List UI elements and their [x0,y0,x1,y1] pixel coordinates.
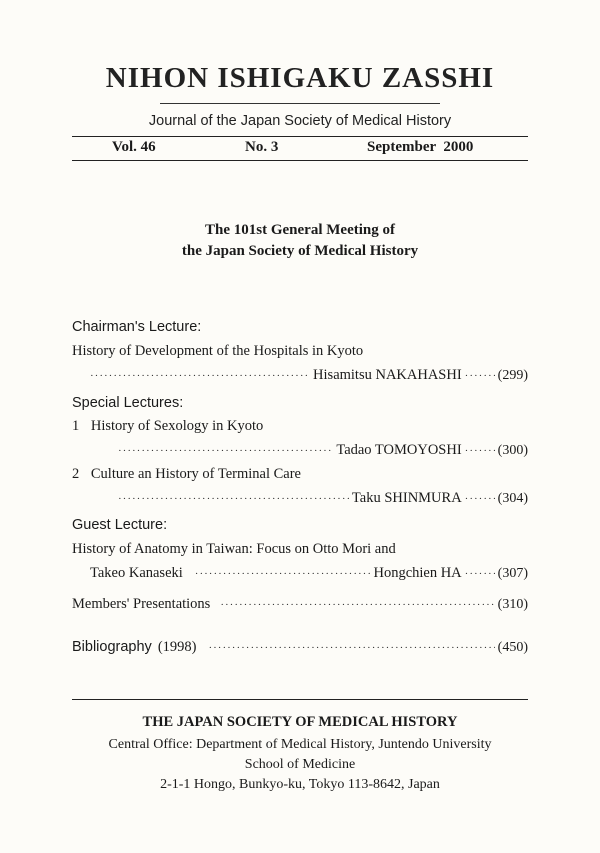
leader-dots [195,568,371,580]
leader-dots [465,445,495,457]
guest-title-line1: History of Anatomy in Taiwan: Focus on Otto Mori and [72,541,396,557]
bibliography-title: Bibliography [72,639,152,655]
leader-dots [90,370,310,382]
special-item-2-page: (304) [497,491,528,506]
leader-dots [465,493,495,505]
bibliography-year: (1998) [157,639,197,655]
bibliography-entry [72,639,528,656]
central-office: Central Office: Department of Medical History, Juntendo University [108,737,492,752]
title-rule [160,103,440,104]
journal-subtitle: Journal of the Japan Society of Medical History [148,113,452,129]
special-item-2-entry [118,490,528,507]
special-item-1-number: 1 [72,418,80,434]
guest-page: (307) [497,566,528,581]
issue-rule-top [72,136,528,137]
members-entry [72,596,528,613]
special-item-1-title: History of Sexology in Kyoto [90,418,264,434]
postal-address: 2-1-1 Hongo, Bunkyo-ku, Tokyo 113-8642, Japan [160,777,440,792]
leader-dots [465,370,495,382]
chairman-entry [90,367,528,384]
meeting-title-line2: the Japan Society of Medical History [181,243,419,259]
special-item-2-title-row [72,466,301,483]
bibliography-page: (450) [497,640,528,655]
guest-entry [90,565,528,582]
special-item-1-title-row [72,418,263,435]
special-item-2-title: Culture an History of Terminal Care [90,466,301,482]
members-page: (310) [497,597,528,612]
footer-rule [72,699,528,700]
leader-dots [220,599,494,611]
leader-dots [118,445,333,457]
chairman-heading: Chairman's Lecture: [72,319,202,335]
chairman-page: (299) [497,368,528,383]
guest-heading: Guest Lecture: [72,517,168,533]
special-item-2-number: 2 [72,466,80,482]
leader-dots [465,568,495,580]
guest-author: Hongchien HA [373,565,462,581]
special-heading: Special Lectures: [72,395,184,411]
special-item-1-author: Tadao TOMOYOSHI [336,442,462,458]
chairman-title: History of Development of the Hospitals in Kyoto [72,343,364,359]
members-title: Members' Presentations [72,596,211,612]
issue-volume: Vol. 46 [112,139,156,155]
leader-dots [118,493,349,505]
leader-dots [208,642,494,654]
meeting-title [0,220,600,262]
issue-number: No. 3 [245,139,279,155]
school-name: School of Medicine [244,757,356,772]
meeting-title-line1: The 101st General Meeting of [205,222,395,238]
special-item-2-author: Taku SHINMURA [351,490,462,506]
special-item-1-entry [118,442,528,459]
society-name: THE JAPAN SOCIETY OF MEDICAL HISTORY [142,714,458,730]
journal-title: NIHON ISHIGAKU ZASSHI [105,62,495,94]
issue-date: September 2000 [367,139,474,155]
guest-title-line2: Takeo Kanaseki [90,565,183,581]
chairman-author: Hisamitsu NAKAHASHI [313,367,462,383]
issue-rule-bottom [72,160,528,161]
special-item-1-page: (300) [497,443,528,458]
